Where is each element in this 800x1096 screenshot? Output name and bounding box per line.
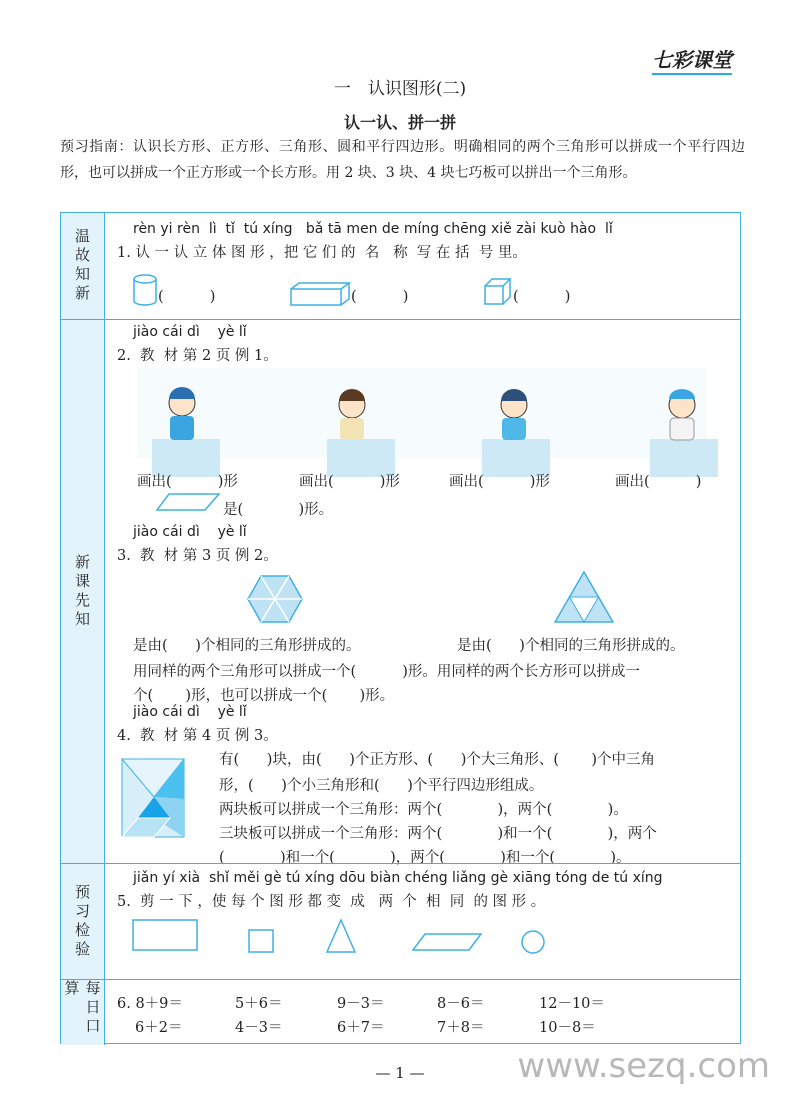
question-3-text[interactable]: 个( )形，也可以拼成一个( )形。 [133, 688, 395, 704]
worksheet-table [60, 212, 741, 1044]
answer-blank[interactable]: ( ) [513, 289, 571, 305]
cylinder-icon [131, 273, 161, 307]
question-3: 3. 教 材 第 3 页 例 2。 [117, 548, 278, 564]
triangle-figure [553, 570, 615, 624]
tangram-figure [121, 758, 185, 838]
section-check [61, 863, 740, 979]
section-label-text: 温故知新 [73, 228, 91, 304]
answer-blank[interactable]: 画出( )形 [299, 474, 400, 490]
math-problem: 6＋7＝ [337, 1020, 385, 1036]
question-1: 1. 认 一 认 立 体 图 形 ，把 它 们 的 名 称 写 在 括 号 里。 [117, 245, 527, 261]
watermark: www.sezq.com [517, 1046, 770, 1086]
hexagon-figure [247, 574, 303, 624]
answer-blank[interactable]: ( ) [158, 289, 216, 305]
math-problem: 4－3＝ [235, 1020, 283, 1036]
section-label [61, 980, 105, 1045]
pinyin: jiào cái dì yè lǐ [133, 524, 247, 540]
cuboid-icon [289, 281, 351, 307]
answer-blank[interactable]: 是( )形。 [223, 502, 334, 518]
math-problem: 7＋8＝ [437, 1020, 485, 1036]
pinyin: jiào cái dì yè lǐ [133, 324, 247, 340]
question-3-text[interactable]: 用同样的两个三角形可以拼成一个( )形。用同样的两个长方形可以拼成一 [133, 664, 640, 680]
answer-blank[interactable]: 画出( ) [615, 474, 702, 490]
section-review [61, 213, 740, 319]
math-problem: 9－3＝ [337, 996, 385, 1012]
question-4: 4. 教 材 第 4 页 例 3。 [117, 728, 278, 744]
math-problem: 6. 8＋9＝ [117, 996, 183, 1012]
math-problem: 6＋2＝ [135, 1020, 183, 1036]
lesson-subtitle: 认一认、拼一拼 [343, 113, 456, 132]
answer-blank[interactable]: ( ) [351, 289, 409, 305]
question-4-text[interactable]: 有( )块，由( )个正方形、( )个大三角形、( )个中三角 [219, 752, 655, 768]
pinyin: rèn yi rèn lì tǐ tú xíng bǎ tā men de míng chēng xiě zài kuò hào lǐ [133, 221, 613, 237]
math-problem: 10－8＝ [539, 1020, 596, 1036]
answer-blank[interactable]: 是由( )个相同的三角形拼成的。 [457, 638, 685, 654]
section-label [61, 864, 105, 979]
children-illustration [137, 368, 707, 458]
cut-shapes [131, 918, 551, 954]
math-problem: 12－10＝ [539, 996, 605, 1012]
math-problem: 8－6＝ [437, 996, 485, 1012]
question-4-text[interactable]: 两块板可以拼成一个三角形：两个( )，两个( )。 [219, 802, 628, 818]
question-4-text[interactable]: ( )和一个( )，两个( )和一个( )。 [219, 850, 631, 866]
question-4-text[interactable]: 形，( )个小三角形和( )个平行四边形组成。 [219, 778, 544, 794]
answer-blank[interactable]: 画出( )形 [137, 474, 238, 490]
preview-guide: 预习指南：认识长方形、正方形、三角形、圆和平行四边形。明确相同的两个三角形可以拼成一个平行四边形，也可以拼成一个正方形或一个长方形。用 2 块、3 块、4 块七巧板可以拼出一个三角形。 [60, 139, 745, 181]
answer-blank[interactable]: 画出( )形 [449, 474, 550, 490]
section-label-text: 每日口算 [62, 980, 102, 1037]
answer-blank[interactable]: 是由( )个相同的三角形拼成的。 [133, 638, 361, 654]
pinyin: jiào cái dì yè lǐ [133, 704, 247, 720]
section-label [61, 320, 105, 863]
math-problem: 5＋6＝ [235, 996, 283, 1012]
section-new-lesson [61, 319, 740, 866]
page-number: — 1 — [375, 1064, 425, 1082]
section-label [61, 213, 105, 319]
page-title: 一 认识图形(二) [333, 79, 467, 99]
parallelogram-icon [155, 492, 221, 512]
section-label-text: 新课先知 [73, 553, 91, 630]
question-2: 2. 教 材 第 2 页 例 1。 [117, 348, 278, 364]
brand-logo: 七彩课堂 [652, 44, 732, 75]
pinyin: jiǎn yí xià shǐ měi gè tú xíng dōu biàn chéng liǎng gè xiāng tóng de tú xíng [133, 870, 663, 886]
section-label-text: 预习检验 [73, 883, 91, 960]
question-5: 5. 剪 一 下 ，使 每 个 图 形 都 变 成 两 个 相 同 的 图 形 。 [117, 894, 546, 910]
section-mental-math [61, 979, 740, 1045]
question-4-text[interactable]: 三块板可以拼成一个三角形：两个( )和一个( )，两个 [219, 826, 657, 842]
cube-icon [483, 277, 513, 307]
